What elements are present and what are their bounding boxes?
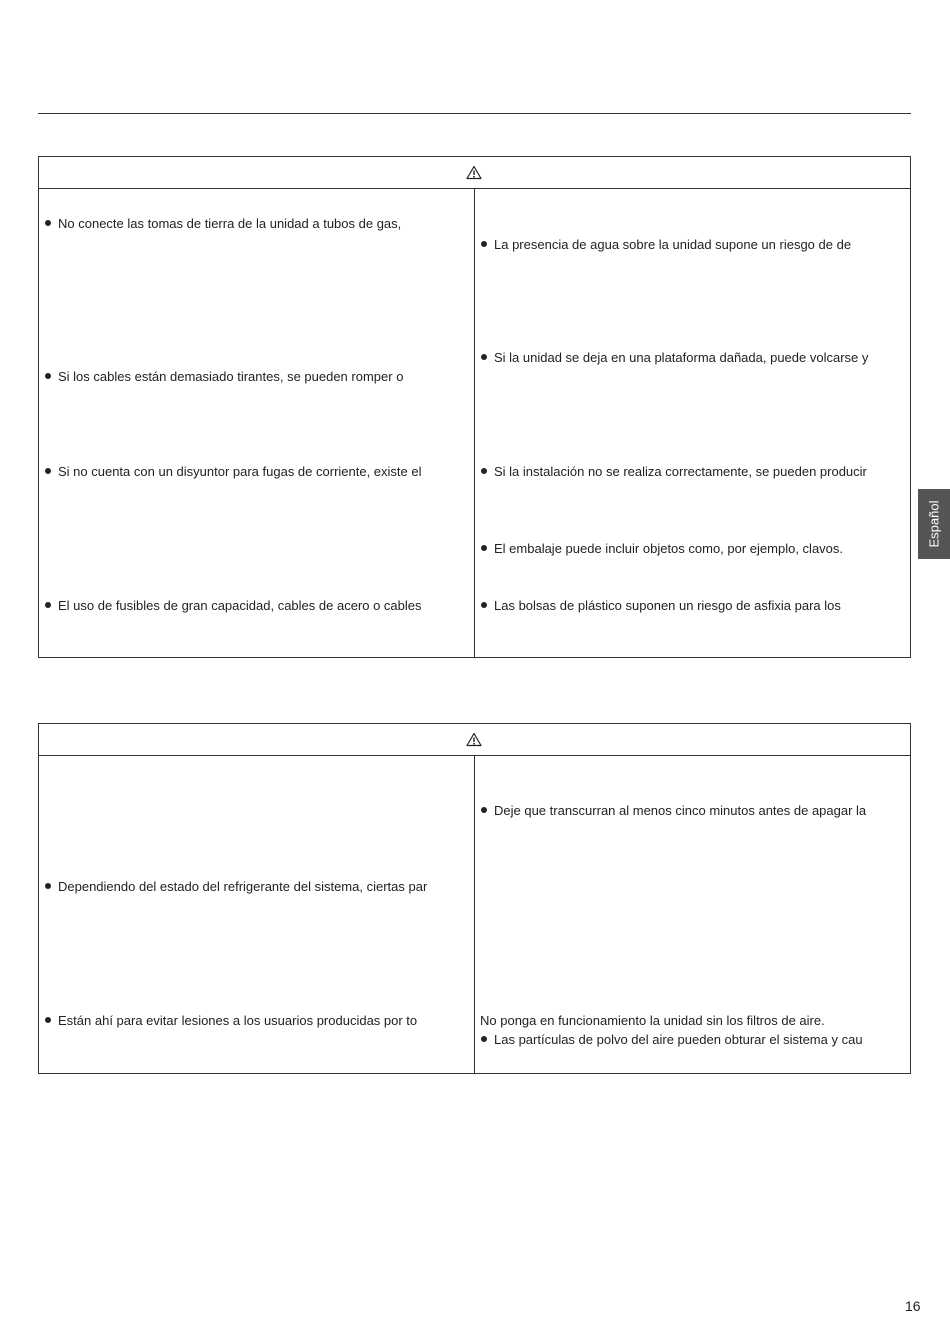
- bullet-text: Deje que transcurran al menos cinco minutos antes de apagar la: [494, 803, 867, 818]
- bullet-item: [481, 598, 841, 614]
- warning-box-1-header: [39, 157, 910, 189]
- bullet-icon: [481, 807, 487, 813]
- warning-box-1: [38, 156, 911, 658]
- bullet-icon: [45, 373, 51, 379]
- bullet-text: Las bolsas de plástico suponen un riesgo de asfixia para los: [494, 598, 841, 613]
- language-label: Español: [926, 500, 942, 548]
- bullet-item: [481, 1032, 863, 1048]
- bullet-item: [45, 464, 422, 480]
- bullet-item: [45, 598, 422, 614]
- bullet-text: Si no cuenta con un disyuntor para fugas de corriente, existe el: [58, 464, 422, 479]
- bullet-icon: [481, 602, 487, 608]
- bullet-item: [481, 350, 868, 366]
- bullet-icon: [481, 354, 487, 360]
- bullet-icon: [45, 220, 51, 226]
- bullet-icon: [45, 883, 51, 889]
- bullet-text: Dependiendo del estado del refrigerante del sistema, ciertas par: [58, 879, 428, 894]
- plain-text: No ponga en funcionamiento la unidad sin los filtros de aire.: [480, 1013, 825, 1028]
- bullet-text: El uso de fusibles de gran capacidad, cables de acero o cables: [58, 598, 422, 613]
- bullet-icon: [481, 1036, 487, 1042]
- column-divider: [474, 756, 475, 1073]
- bullet-icon: [45, 468, 51, 474]
- warning-box-2: [38, 723, 911, 1074]
- bullet-text: El embalaje puede incluir objetos como, por ejemplo, clavos.: [494, 541, 844, 556]
- bullet-item: [45, 369, 403, 385]
- bullet-item: [45, 879, 427, 895]
- bullet-icon: [45, 1017, 51, 1023]
- bullet-item: [481, 464, 867, 480]
- bullet-text: Las partículas de polvo del aire pueden obturar el sistema y cau: [494, 1032, 863, 1047]
- bullet-icon: [45, 602, 51, 608]
- warning-triangle-icon: [466, 165, 482, 180]
- bullet-item: [45, 216, 401, 232]
- bullet-text: Están ahí para evitar lesiones a los usuarios producidas por to: [58, 1013, 418, 1028]
- column-divider: [474, 189, 475, 657]
- bullet-text: No conecte las tomas de tierra de la unidad a tubos de gas,: [58, 216, 402, 231]
- bullet-item: [481, 541, 843, 557]
- bullet-icon: [481, 545, 487, 551]
- warning-box-2-header: [39, 724, 910, 756]
- bullet-item: [481, 803, 866, 819]
- header-rule: [38, 113, 911, 114]
- bullet-text: La presencia de agua sobre la unidad supone un riesgo de de: [494, 237, 852, 252]
- bullet-text: Si los cables están demasiado tirantes, se pueden romper o: [58, 369, 404, 384]
- warning-triangle-icon: [466, 732, 482, 747]
- language-side-tab: [918, 489, 950, 559]
- page-number: 16: [905, 1298, 921, 1314]
- bullet-item: [45, 1013, 417, 1029]
- bullet-icon: [481, 241, 487, 247]
- bullet-item: [481, 237, 851, 253]
- bullet-text: Si la unidad se deja en una plataforma dañada, puede volcarse y: [494, 350, 869, 365]
- bullet-icon: [481, 468, 487, 474]
- bullet-text: Si la instalación no se realiza correctamente, se pueden producir: [494, 464, 867, 479]
